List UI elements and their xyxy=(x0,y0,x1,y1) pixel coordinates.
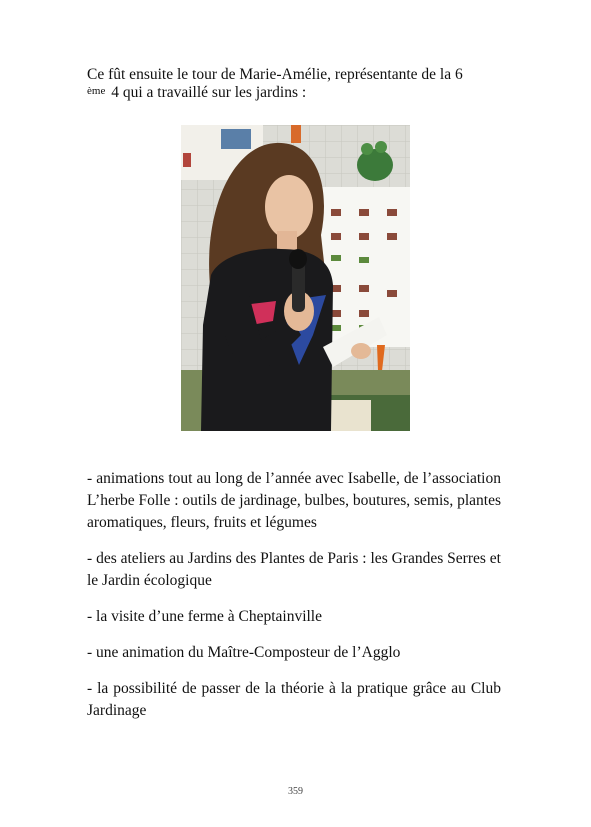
list-item: - la possibilité de passer de la théorie à la pratique grâce au Club Jardinage xyxy=(87,680,501,719)
list-item: - animations tout au long de l’année avec Isabelle, de l’association L’herbe Folle : outils de jardinage, bulbes, boutures, semis, plantes aromatiques, fleurs, fruits et légumes xyxy=(87,470,501,531)
intro-text-line1: Ce fût ensuite le tour de Marie-Amélie, représentante de la 6 xyxy=(87,66,463,83)
activity-list xyxy=(87,468,501,736)
list-item: - des ateliers au Jardins des Plantes de Paris : les Grandes Serres et le Jardin écologique xyxy=(87,550,501,589)
student-photo-illustration xyxy=(181,125,410,431)
list-item: - une animation du Maître-Composteur de l’Agglo xyxy=(87,644,401,661)
intro-text-line2: 4 qui a travaillé sur les jardins : xyxy=(107,84,307,101)
list-item: - la visite d’une ferme à Cheptainville xyxy=(87,608,322,625)
student-photo xyxy=(181,125,410,431)
intro-superscript: ème xyxy=(87,85,106,97)
intro-paragraph xyxy=(87,66,507,102)
page-number: 359 xyxy=(288,786,303,797)
